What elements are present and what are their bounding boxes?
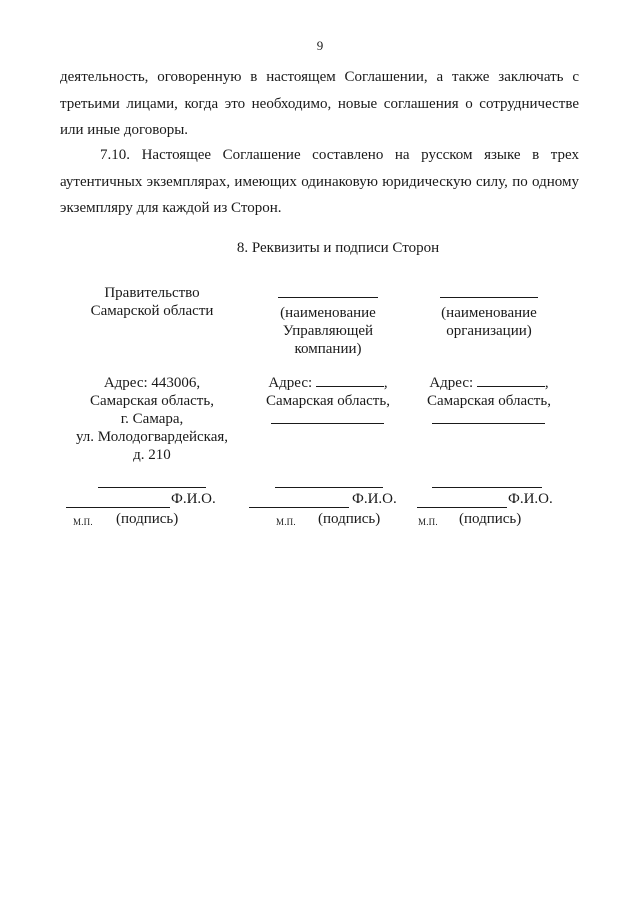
party1-name-line1: Правительство [104,285,200,301]
party3-address-label: Адрес: [429,375,474,391]
section-heading: 8. Реквизиты и подписи Сторон [236,240,440,256]
party2-name [238,304,418,358]
party1-name-line2: Самарской области [90,303,214,319]
party2-signature-line [249,507,349,508]
party3-stamp-label: М.П. [418,517,438,527]
party2-signature-label: (подпись) [318,511,381,527]
party3-fio-label: Ф.И.О. [508,491,553,507]
page-number: 9 [316,38,324,53]
party2-name-line: Управляющей [282,323,374,339]
party3-signature-line [417,507,507,508]
party1-address-line: Самарская область, [90,393,214,409]
party3-address: Адрес: , Самарская область, [399,374,579,410]
party3-signature-label: (подпись) [459,511,522,527]
party3-name-line: организации) [446,323,532,339]
paragraph-7-10: 7.10. Настоящее Соглашение составлено на русском языке в трех аутентичных экземплярах, имеющих одинаковую юридическую силу, по одному экземпляру для каждой из Сторон. [60,147,579,216]
party1-signature-label: (подпись) [116,511,179,527]
party3-name [399,304,579,340]
party2-address-label: Адрес: [268,375,313,391]
paragraph-continuation: деятельность, оговоренную в настоящем Соглашении, а также заключать с третьими лицами, когда это необходимо, новые соглашения о сотрудничестве или иные договоры. [60,69,579,138]
party3-name-line: (наименование [441,305,537,321]
party2-signature-top-line [275,487,383,488]
party2-fio-label: Ф.И.О. [352,491,397,507]
party1-address-line: г. Самара, [120,411,184,427]
party2-address: Адрес: , Самарская область, [238,374,418,410]
party1-fio-label: Ф.И.О. [171,491,216,507]
party1-stamp-label: М.П. [73,517,93,527]
party2-stamp-label: М.П. [276,517,296,527]
party3-signature-top-line [432,487,542,488]
party2-name-line: (наименование [280,305,376,321]
party1-signature-line [66,507,170,508]
party3-address-line2: Самарская область, [427,393,551,409]
party2-address-blank [316,374,384,387]
party1-address [62,374,242,464]
party3-address-blank [477,374,545,387]
party1-address-line: ул. Молодогвардейская, [75,429,229,445]
party1-address-line: д. 210 [133,447,171,463]
party3-address-blank-line [432,423,545,424]
party1-signature-top-line [98,487,206,488]
party1-name [62,284,242,320]
party3-name-blank-line [440,297,538,298]
party2-address-line2: Самарская область, [266,393,390,409]
party2-name-blank-line [278,297,378,298]
party2-name-line: компании) [294,341,362,357]
party2-address-blank-line [271,423,384,424]
party1-address-line: Адрес: 443006, [103,375,201,391]
